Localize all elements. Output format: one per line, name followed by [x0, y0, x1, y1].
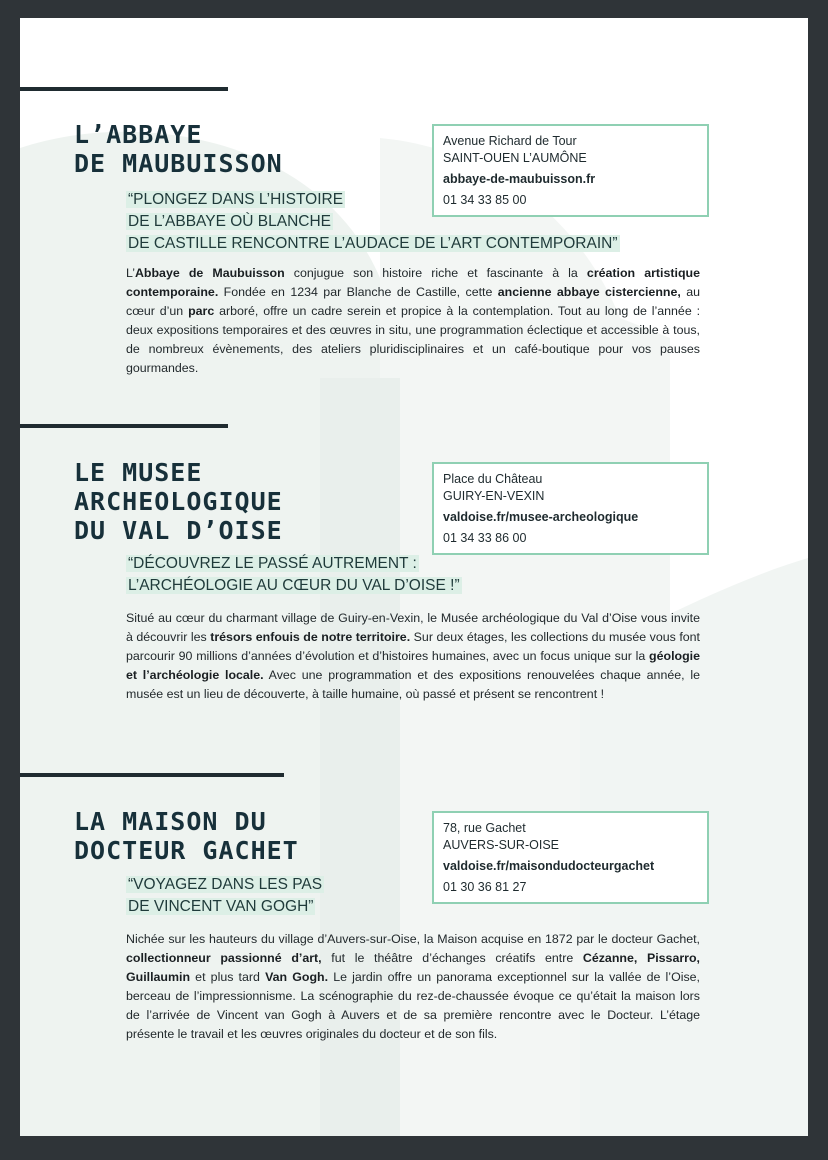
body-text: Fondée en 1234 par Blanche de Castille, cette: [218, 285, 498, 299]
address-street: 78, rue Gachet: [443, 821, 526, 835]
contact-box: [432, 462, 709, 555]
section-title: LE MUSEE ARCHEOLOGIQUE DU VAL D’OISE: [74, 458, 283, 545]
section-description: [126, 930, 700, 1044]
contact-box: [432, 811, 709, 904]
body-text: Nichée sur les hauteurs du village d’Auvers-sur-Oise, la Maison acquise en 1872 par le docteur Gachet,: [126, 932, 700, 946]
address-city: GUIRY-EN-VEXIN: [443, 489, 545, 503]
body-text: Sur deux étages, les collections du musée vous font parcourir 90 millions d’années d’évolution et d’histoires humaines, avec un focus unique sur la: [126, 630, 700, 663]
quote-line: DE L’ABBAYE OÙ BLANCHE: [128, 213, 332, 230]
section-quote: [126, 553, 462, 597]
body-emphasis: ancienne abbaye cistercienne,: [497, 285, 681, 299]
quote-line: “PLONGEZ DANS L’HISTOIRE: [128, 191, 344, 208]
body-emphasis: création artistique contemporaine.: [126, 266, 700, 299]
address-street: Place du Château: [443, 472, 543, 486]
section-description: [126, 609, 700, 704]
body-emphasis: Abbaye de Maubuisson: [134, 266, 285, 280]
website-link[interactable]: valdoise.fr/maisondudocteurgachet: [443, 859, 655, 873]
section-quote: [126, 189, 620, 255]
website-link[interactable]: valdoise.fr/musee-archeologique: [443, 510, 639, 524]
body-emphasis: trésors enfouis de notre territoire.: [210, 630, 411, 644]
body-emphasis: parc: [188, 304, 215, 318]
section-divider: [20, 87, 228, 91]
address-city: SAINT-OUEN L’AUMÔNE: [443, 151, 587, 165]
body-text: Avec une programmation et des expositions renouvelées chaque année, le musée est un lieu de découverte, à taille humaine, où passé et présent se rencontrent !: [126, 668, 700, 701]
phone-number: 01 34 33 86 00: [443, 531, 527, 545]
body-text: arboré, offre un cadre serein et propice à la contemplation. Tout au long de l’année : deux expositions temporaires et des œuvres in situ, une programmation éclectique et accessible à tous, de nombreux évènements, des ateliers pluridisciplinaires et un café-boutique pour vos pauses gourmandes.: [126, 304, 701, 375]
body-text: fut le théâtre d’échanges créatifs entre: [321, 951, 583, 965]
section-title: LA MAISON DU DOCTEUR GACHET: [74, 807, 299, 865]
body-text: L’: [126, 266, 135, 280]
address-street: Avenue Richard de Tour: [443, 134, 577, 148]
brochure-page: [20, 18, 808, 1136]
body-text: conjugue son histoire riche et fascinante à la: [284, 266, 587, 280]
body-emphasis: Cézanne, Pissarro, Guillaumin: [126, 951, 700, 984]
body-text: au cœur d’un: [126, 285, 700, 318]
body-emphasis: Van Gogh.: [265, 970, 329, 984]
quote-line: L’ARCHÉOLOGIE AU CŒUR DU VAL D’OISE !”: [128, 577, 460, 594]
body-text: Le jardin offre un panorama exceptionnel sur la vallée de l’Oise, berceau de l’impressionnisme. La scénographie du rez-de-chaussée évoque ce qu’était la maison lors de l’arrivée de Vincent van Gogh à Auvers et de sa première rencontre avec le Docteur. L’étage présente le travail et les œuvres originales du docteur et de son fils.: [126, 970, 700, 1041]
quote-line: DE VINCENT VAN GOGH”: [128, 898, 314, 915]
quote-line: “DÉCOUVREZ LE PASSÉ AUTREMENT :: [128, 555, 417, 572]
body-text: Situé au cœur du charmant village de Guiry-en-Vexin, le Musée archéologique du Val d’Oise vous invite à découvrir les: [126, 611, 700, 644]
quote-line: DE CASTILLE RENCONTRE L’AUDACE DE L’ART CONTEMPORAIN”: [128, 235, 618, 252]
phone-number: 01 30 36 81 27: [443, 880, 527, 894]
body-emphasis: collectionneur passionné d’art,: [126, 951, 322, 965]
section-quote: [126, 874, 324, 918]
phone-number: 01 34 33 85 00: [443, 193, 527, 207]
section-divider: [20, 424, 228, 428]
section-divider: [20, 773, 284, 777]
section-title: L’ABBAYE DE MAUBUISSON: [74, 120, 283, 178]
body-text: et plus tard: [190, 970, 266, 984]
quote-line: “VOYAGEZ DANS LES PAS: [128, 876, 323, 893]
website-link[interactable]: abbaye-de-maubuisson.fr: [443, 172, 596, 186]
address-city: AUVERS-SUR-OISE: [443, 838, 559, 852]
section-description: [126, 264, 700, 378]
body-emphasis: géologie et l’archéologie locale.: [126, 649, 700, 682]
